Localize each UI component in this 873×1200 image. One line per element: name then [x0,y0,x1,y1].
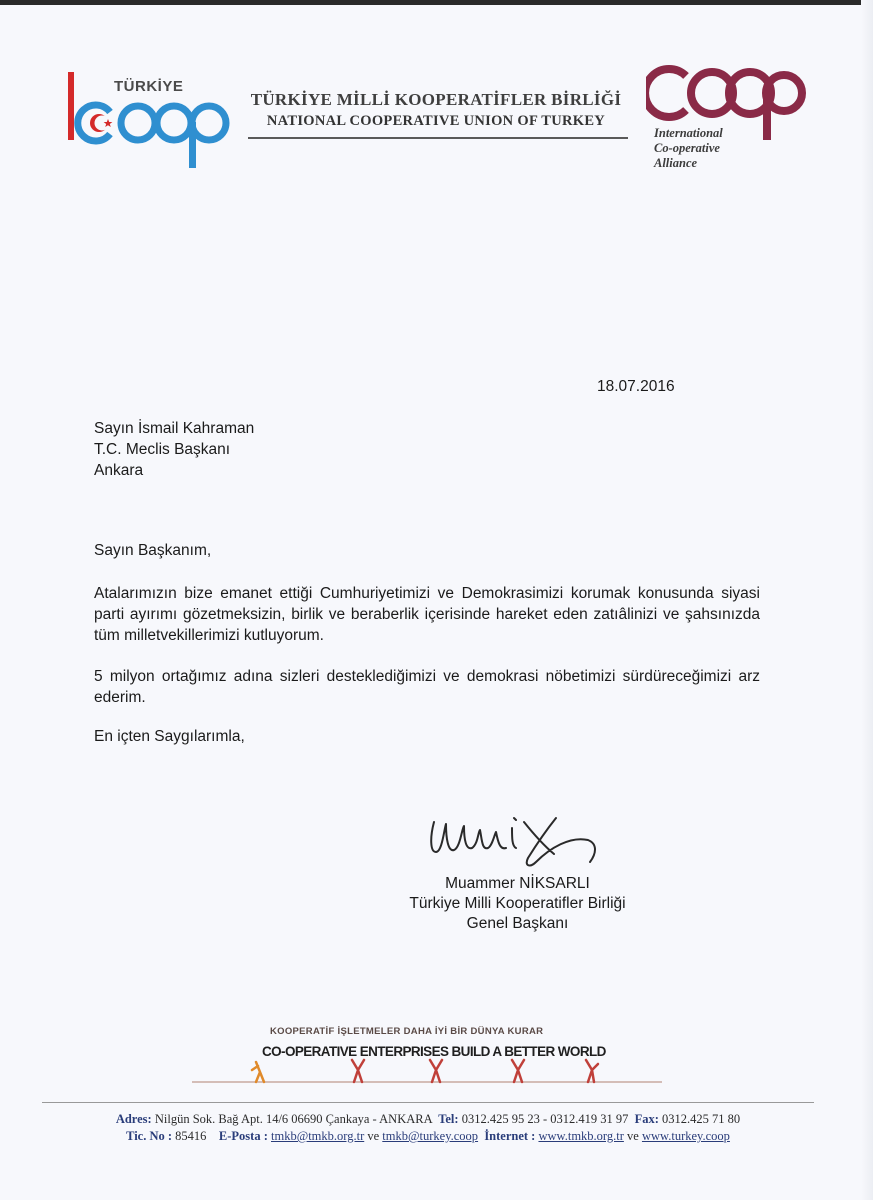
email-link-2[interactable]: tmkb@turkey.coop [382,1129,479,1143]
closing: En içten Saygılarımla, [94,728,245,745]
ica-line-3: Alliance [654,156,698,170]
organization-name [240,90,632,130]
recipient-block [94,418,254,481]
paragraph-1: Atalarımızın bize emanet ettiği Cumhuriyetimizi ve Demokrasimizi korumak konusunda siyasi parti ayırımı gözetmeksizin, birlik ve beraberlik içerisinde hareket eden zatıâlinizi ve şahsınızda tüm milletvekillerimizi kutluyorum. [94,585,760,644]
tel-value: 0312.425 95 23 - 0312.419 31 97 [461,1112,629,1126]
signer-block [380,874,655,934]
ica-text [654,126,723,171]
footer-line-2 [42,1129,814,1144]
ica-line-2: Co-operative [654,141,720,155]
address-value: Nilgün Sok. Bağ Apt. 14/6 06690 Çankaya - ANKARA [154,1112,432,1126]
scan-shadow [861,0,873,1200]
email-link-1[interactable]: tmkb@tmkb.org.tr [271,1129,365,1143]
ticno-value: 85416 [175,1129,207,1143]
salutation: Sayın Başkanım, [94,542,212,559]
web-link-1[interactable]: www.tmkb.org.tr [538,1129,624,1143]
tel-label: Tel: [438,1112,459,1126]
turkiye-label: TÜRKİYE [114,78,184,95]
recipient-title: T.C. Meclis Başkanı [94,441,231,458]
signer-org: Türkiye Milli Kooperatifler Birliği [409,895,626,912]
slogan-tr: KOOPERATİF İŞLETMELER DAHA İYİ BİR DÜNYA KURAR [270,1026,544,1037]
internet-label: İnternet : [484,1129,536,1143]
slogan-en: CO-OPERATIVE ENTERPRISES BUILD A BETTER WORLD [262,1044,606,1059]
slogan-figures-illustration [192,1054,672,1086]
turkiye-coop-logo [66,72,236,172]
signer-title: Genel Başkanı [466,915,569,932]
scan-edge [0,0,873,5]
fax-label: Fax: [634,1112,659,1126]
footer-divider [42,1102,814,1103]
email-label: E-Posta : [218,1129,268,1143]
paragraph-2: 5 milyon ortağımız adına sizleri desteklediğimizi ve demokrasi nöbetimizi sürdüreceğimizi arz ederim. [94,668,760,706]
signer-name: Muammer NİKSARLI [445,875,590,892]
ticno-label: Tic. No : [126,1129,173,1143]
header-divider [248,137,628,139]
recipient-name: Sayın İsmail Kahraman [94,420,255,437]
ica-line-1: International [654,126,723,140]
ica-coop-logo [646,60,816,180]
recipient-city: Ankara [94,462,144,479]
org-name-en: NATIONAL COOPERATIVE UNION OF TURKEY [266,113,606,129]
web-conjunction: ve [627,1129,639,1143]
signature [420,792,620,872]
letter-date: 18.07.2016 [597,378,675,395]
address-label: Adres: [115,1112,152,1126]
fax-value: 0312.425 71 80 [662,1112,741,1126]
email-conjunction: ve [367,1129,380,1143]
org-name-tr: TÜRKİYE MİLLİ KOOPERATİFLER BİRLİĞİ [250,90,622,109]
footer-line-1 [42,1112,814,1127]
web-link-2[interactable]: www.turkey.coop [641,1129,730,1143]
